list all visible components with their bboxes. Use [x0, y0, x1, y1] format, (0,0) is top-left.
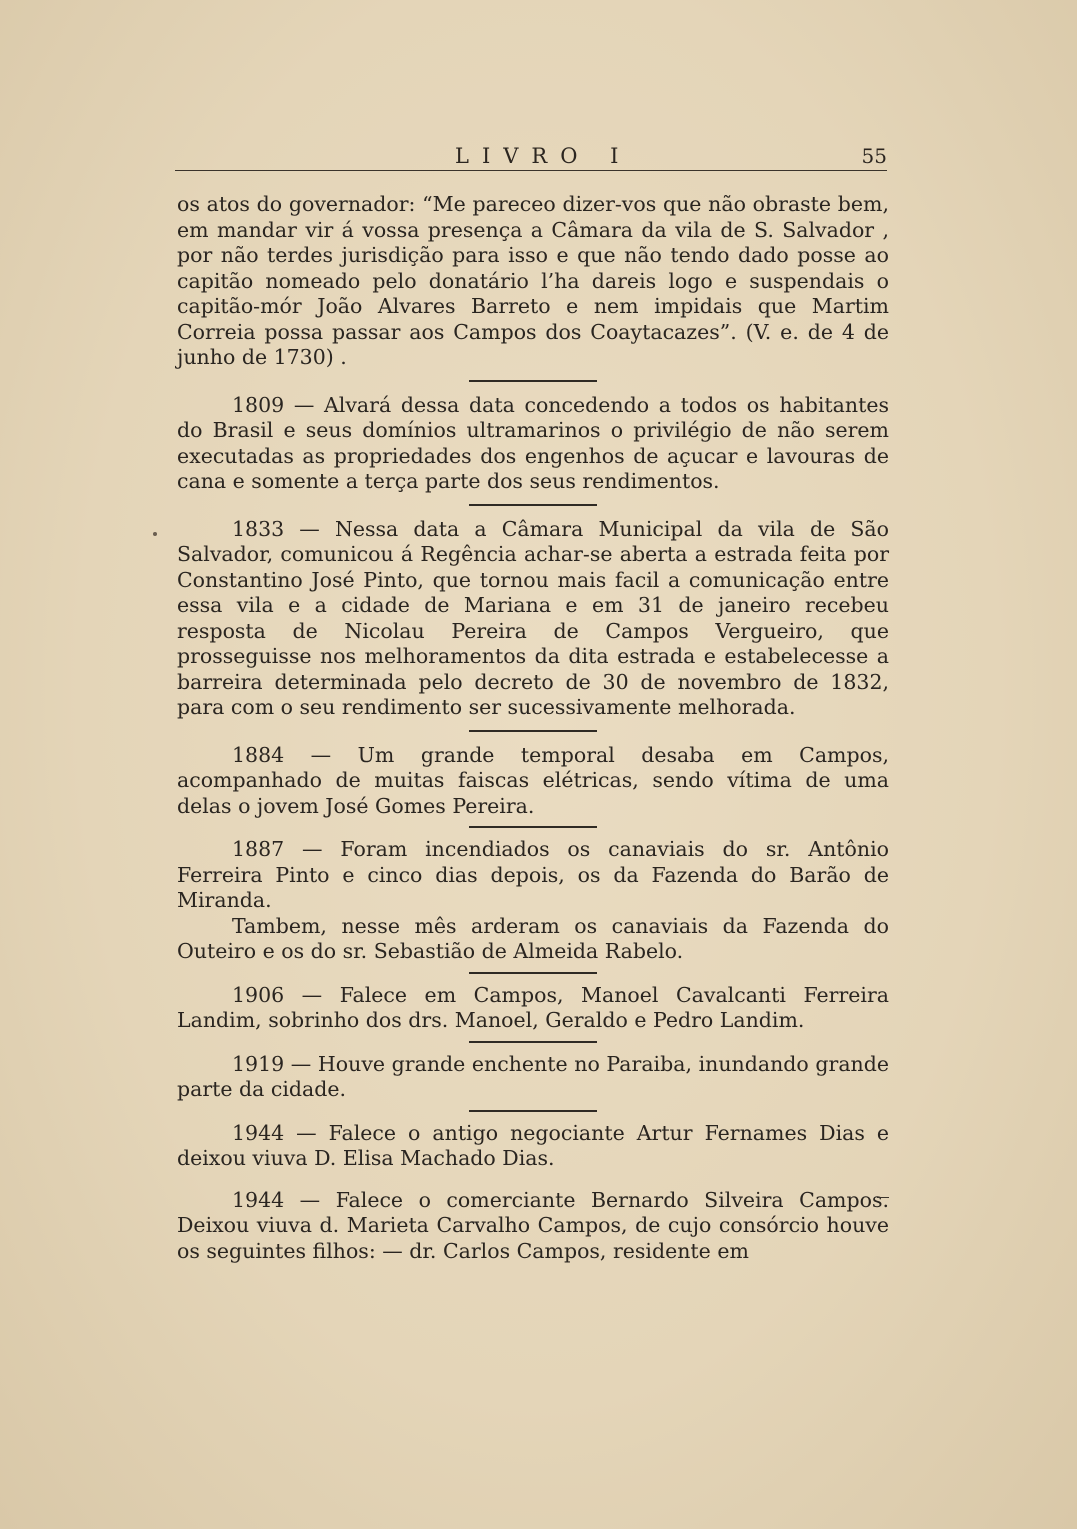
entry-1809: 1809 — Alvará dessa data concedendo a todos os habitantes do Brasil e seus domínios ultramarinos o privilégio de não serem executadas as propriedades dos engenhos de açucar e lavouras de cana e somente a terça parte dos seus rendimentos. — [177, 392, 889, 493]
separator-rule — [469, 972, 597, 974]
margin-dash — [877, 1197, 889, 1198]
paragraph-continuation: os atos do governador: “Me pareceo dizer-vos que não obraste bem, em mandar vir á vossa presença a Câmara da vila de S. Salvador , por não terdes jurisdição para isso e que não tendo dado posse ao capitão nomeado pelo donatário l’ha dareis logo e suspendais o capitão-mór João Alvares Barreto e nem impidais que Martim Correia possa passar aos Campos dos Coaytacazes”. (V. e. de 4 de junho de 1730) . — [177, 192, 889, 369]
entry-1919: 1919 — Houve grande enchente no Paraiba, inundando grande parte da cidade. — [177, 1051, 889, 1101]
spacer — [177, 1172, 889, 1188]
separator-rule — [469, 1041, 597, 1043]
separator-rule — [469, 730, 597, 732]
entry-1887: 1887 — Foram incendiados os canaviais do sr. Antônio Ferreira Pinto e cinco dias depois, os da Fazenda do Barão de Miranda. — [177, 837, 889, 912]
entry-1887-continued: Tambem, nesse mês arderam os canaviais da Fazenda do Outeiro e os do sr. Sebastião de Almeida Rabelo. — [177, 913, 889, 963]
entry-1944-dias: 1944 — Falece o antigo negociante Artur Fernames Dias e deixou viuva D. Elisa Machado Dias. — [177, 1120, 889, 1170]
body-text — [177, 192, 889, 1264]
margin-mark — [153, 532, 157, 536]
separator-rule — [469, 1110, 597, 1112]
entry-1944-campos: 1944 — Falece o comerciante Bernardo Silveira Campos. Deixou viuva d. Marieta Carvalho Campos, de cujo consórcio houve os seguintes filhos: — dr. Carlos Campos, residente em — [177, 1187, 889, 1263]
running-header — [175, 138, 887, 171]
entry-1906: 1906 — Falece em Campos, Manoel Cavalcanti Ferreira Landim, sobrinho dos drs. Manoel, Geraldo e Pedro Landim. — [177, 982, 889, 1032]
entry-1884: 1884 — Um grande temporal desaba em Campos, acompanhado de muitas faiscas elétricas, sendo vítima de uma delas o jovem José Gomes Pereira. — [177, 742, 889, 818]
book-title: LIVRO I — [455, 144, 632, 168]
entry-1833: 1833 — Nessa data a Câmara Municipal da vila de São Salvador, comunicou á Regência achar-se aberta a estrada feita por Constantino José Pinto, que tornou mais facil a comunicação entre essa vila e a cidade de Mariana e em 31 de janeiro recebeu resposta de Nicolau Pereira de Campos Vergueiro, que prosseguisse nos melhoramentos da dita estrada e estabelecesse a barreira determinada pelo decreto de 30 de novembro de 1832, para com o seu rendimento ser sucessivamente melhorada. — [177, 516, 889, 719]
separator-rule — [469, 380, 597, 382]
separator-rule — [469, 504, 597, 506]
separator-rule — [469, 826, 597, 828]
page-number: 55 — [861, 144, 887, 168]
